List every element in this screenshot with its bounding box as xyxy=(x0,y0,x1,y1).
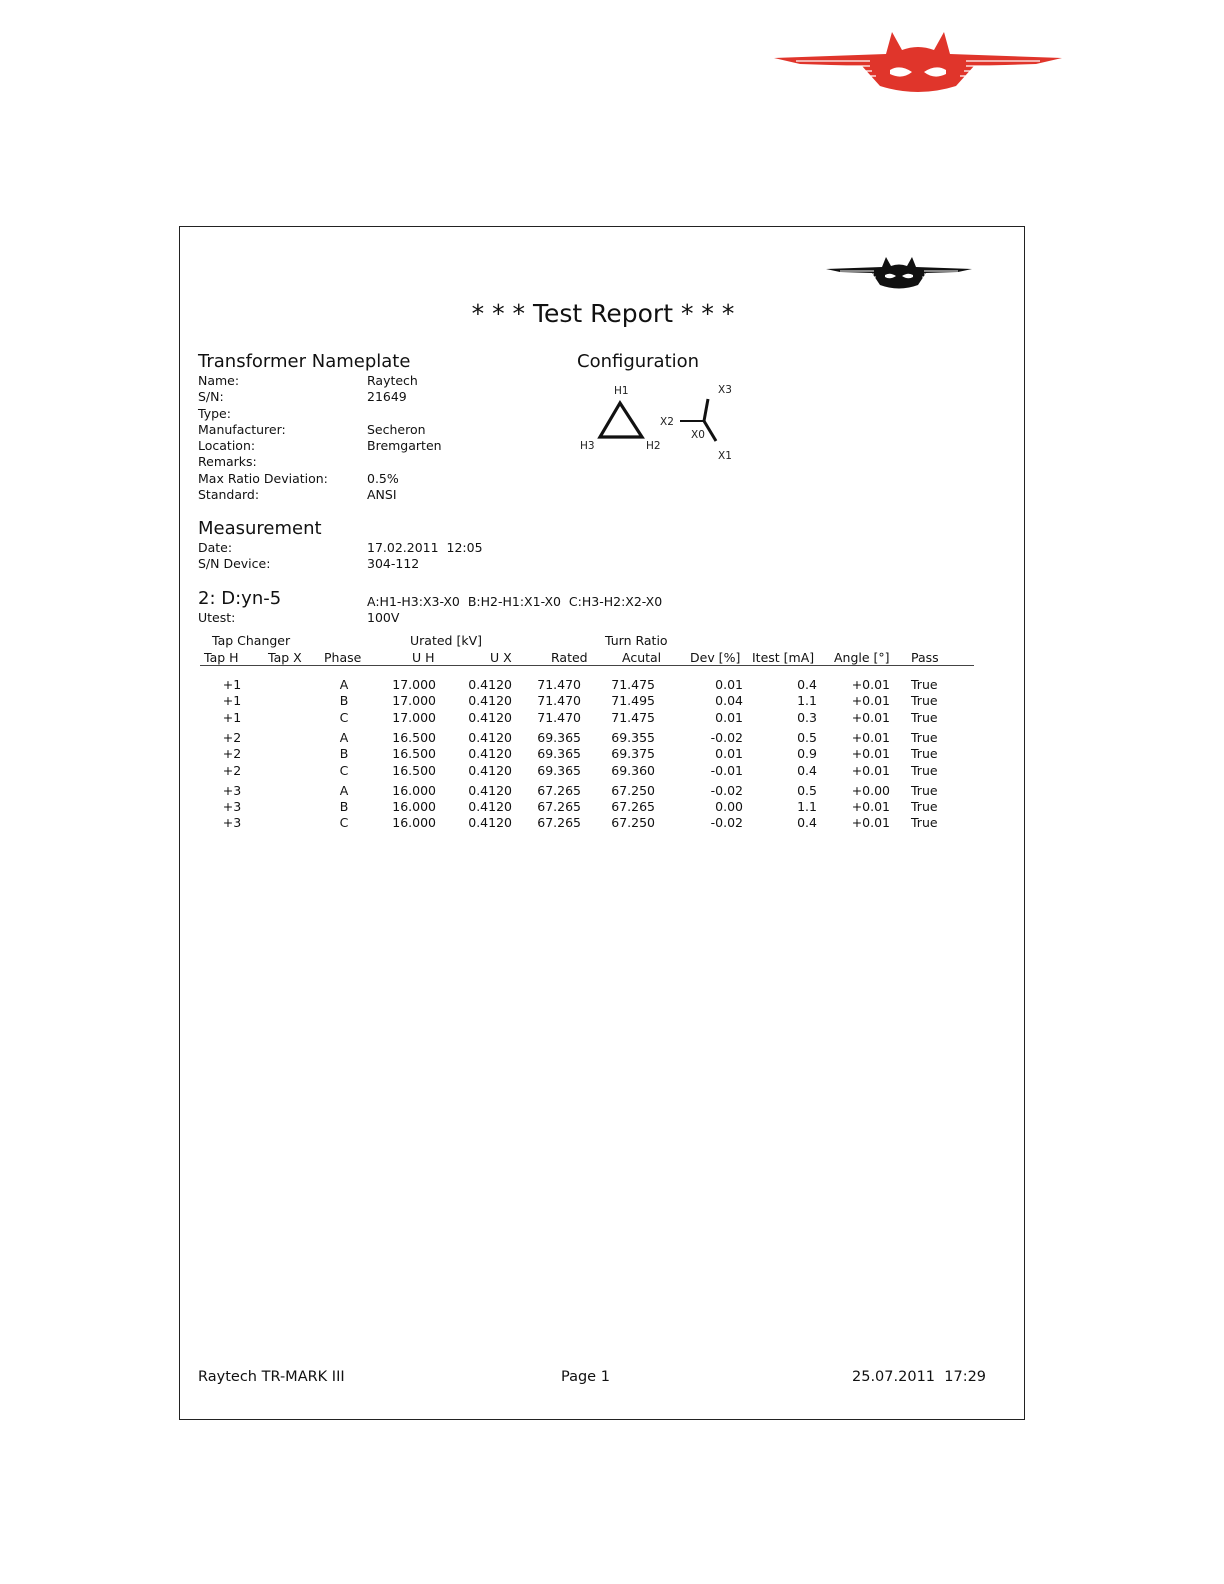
measurement-heading: Measurement xyxy=(198,518,322,539)
cell-dev: -0.01 xyxy=(710,762,743,778)
nameplate-label: Max Ratio Deviation: xyxy=(198,470,328,486)
report-title: * * * Test Report * * * xyxy=(471,299,735,328)
table-row xyxy=(200,799,974,815)
cell-phase: B xyxy=(339,746,349,762)
cell-angle: +0.01 xyxy=(851,709,890,725)
cell-actual: 67.250 xyxy=(611,815,655,831)
cell-phase: A xyxy=(339,729,349,745)
cell-ux: 0.4120 xyxy=(468,762,512,778)
delta-winding-symbol xyxy=(600,403,642,437)
cell-angle: +0.01 xyxy=(851,815,890,831)
cell-ux: 0.4120 xyxy=(468,729,512,745)
cell-angle: +0.01 xyxy=(851,746,890,762)
cell-dev: 0.00 xyxy=(715,799,743,815)
cell-tap-h: +2 xyxy=(222,729,242,745)
footer-page: Page 1 xyxy=(561,1369,610,1385)
wye-leg-x3 xyxy=(704,399,708,421)
nameplate-value: Bremgarten xyxy=(367,438,442,454)
cell-ux: 0.4120 xyxy=(468,799,512,815)
cell-phase: C xyxy=(339,709,349,725)
group-header-tap-changer: Tap Changer xyxy=(212,633,291,648)
wye-leg-x1 xyxy=(704,421,716,441)
cell-actual: 71.495 xyxy=(611,693,655,709)
cell-ux: 0.4120 xyxy=(468,782,512,798)
cell-pass: True xyxy=(911,799,938,815)
cell-ux: 0.4120 xyxy=(468,746,512,762)
nameplate-label: Remarks: xyxy=(198,454,257,470)
terminal-label-x3: X3 xyxy=(718,384,732,396)
col-header-actual: Acutal xyxy=(622,650,662,665)
table-row xyxy=(200,746,974,762)
cell-rated: 69.365 xyxy=(537,746,581,762)
cell-itest: 1.1 xyxy=(797,799,817,815)
header-divider xyxy=(200,665,974,666)
nameplate-row xyxy=(180,422,580,438)
table-row xyxy=(200,710,974,726)
measurement-value: 304-112 xyxy=(367,556,420,572)
cell-actual: 69.375 xyxy=(611,746,655,762)
cell-rated: 71.470 xyxy=(537,677,581,692)
cell-pass: True xyxy=(911,762,938,778)
cell-itest: 0.9 xyxy=(797,746,817,762)
winding-configuration-diagram xyxy=(578,375,738,467)
nameplate-label: Manufacturer: xyxy=(198,421,286,437)
cell-tap-h: +1 xyxy=(222,693,242,709)
measurement-row xyxy=(180,540,580,556)
col-header-rated: Rated xyxy=(551,650,588,665)
cell-angle: +0.01 xyxy=(851,729,890,745)
cell-ux: 0.4120 xyxy=(468,693,512,709)
nameplate-label: Location: xyxy=(198,438,256,454)
nameplate-label: S/N: xyxy=(198,389,224,405)
cell-uh: 16.000 xyxy=(392,799,436,815)
cell-actual: 71.475 xyxy=(611,677,655,692)
cell-pass: True xyxy=(911,815,938,831)
nameplate-label: Name: xyxy=(198,373,240,388)
cell-uh: 16.000 xyxy=(392,782,436,798)
cell-pass: True xyxy=(911,782,938,798)
cell-tap-h: +3 xyxy=(222,799,242,815)
nameplate-value: 0.5% xyxy=(367,470,399,486)
col-header-pass: Pass xyxy=(911,650,939,665)
cell-uh: 17.000 xyxy=(392,709,436,725)
table-row xyxy=(200,730,974,746)
nameplate-row xyxy=(180,487,580,503)
utest-label: Utest: xyxy=(198,610,236,625)
cell-itest: 1.1 xyxy=(797,693,817,709)
report-frame xyxy=(179,226,1025,1420)
cell-actual: 71.475 xyxy=(611,709,655,725)
nameplate-label: Standard: xyxy=(198,487,260,503)
cell-uh: 17.000 xyxy=(392,677,436,692)
cell-angle: +0.01 xyxy=(851,799,890,815)
nameplate-heading: Transformer Nameplate xyxy=(198,351,411,372)
cell-itest: 0.5 xyxy=(797,782,817,798)
group-header-turn-ratio: Turn Ratio xyxy=(605,633,668,648)
cell-actual: 67.265 xyxy=(611,799,655,815)
cell-pass: True xyxy=(911,746,938,762)
cell-uh: 16.000 xyxy=(392,815,436,831)
cell-angle: +0.01 xyxy=(851,762,890,778)
measurement-fields xyxy=(180,540,580,573)
cell-rated: 69.365 xyxy=(537,762,581,778)
cell-phase: B xyxy=(339,693,349,709)
cell-rated: 67.265 xyxy=(537,782,581,798)
cell-angle: +0.00 xyxy=(851,782,890,798)
cell-itest: 0.5 xyxy=(797,729,817,745)
cell-itest: 0.4 xyxy=(797,815,817,831)
cell-pass: True xyxy=(911,677,938,692)
cell-tap-h: +1 xyxy=(222,677,242,692)
raytech-logo-red xyxy=(774,28,1062,96)
configuration-heading: Configuration xyxy=(577,351,700,372)
table-row xyxy=(200,815,974,831)
cell-tap-h: +2 xyxy=(222,762,242,778)
nameplate-row xyxy=(180,373,580,389)
utest-value: 100V xyxy=(367,610,400,625)
cell-dev: -0.02 xyxy=(710,729,743,745)
terminal-label-h1: H1 xyxy=(614,385,629,397)
table-row xyxy=(200,693,974,709)
cell-tap-h: +2 xyxy=(222,746,242,762)
footer-datetime: 25.07.2011 17:29 xyxy=(852,1369,987,1385)
nameplate-label: Type: xyxy=(198,405,231,421)
measurement-label: S/N Device: xyxy=(198,556,271,572)
terminal-label-h3: H3 xyxy=(580,440,595,452)
nameplate-row xyxy=(180,406,580,422)
col-header-phase: Phase xyxy=(324,650,362,665)
cell-rated: 71.470 xyxy=(537,709,581,725)
measurement-value: 17.02.2011 12:05 xyxy=(367,540,483,555)
cell-pass: True xyxy=(911,709,938,725)
cell-actual: 69.355 xyxy=(611,729,655,745)
cell-phase: A xyxy=(339,782,349,798)
group-header-urated: Urated [kV] xyxy=(410,633,482,648)
terminal-label-x0: X0 xyxy=(691,429,705,441)
footer-device: Raytech TR-MARK III xyxy=(198,1369,345,1385)
cell-angle: +0.01 xyxy=(851,693,890,709)
col-header-dev: Dev [%] xyxy=(690,650,741,665)
cell-pass: True xyxy=(911,693,938,709)
nameplate-row xyxy=(180,454,580,470)
cell-pass: True xyxy=(911,729,938,745)
cell-itest: 0.4 xyxy=(797,677,817,692)
col-header-itest: Itest [mA] xyxy=(752,650,815,665)
cell-phase: A xyxy=(339,677,349,692)
cell-ux: 0.4120 xyxy=(468,709,512,725)
table-row xyxy=(200,763,974,779)
cell-angle: +0.01 xyxy=(851,677,890,692)
cell-rated: 67.265 xyxy=(537,799,581,815)
nameplate-fields xyxy=(180,373,580,503)
cell-tap-h: +1 xyxy=(222,709,242,725)
nameplate-row xyxy=(180,389,580,405)
cell-rated: 69.365 xyxy=(537,729,581,745)
nameplate-value: Secheron xyxy=(367,421,426,437)
col-header-uh: U H xyxy=(412,650,435,665)
cell-ux: 0.4120 xyxy=(468,677,512,692)
cell-rated: 67.265 xyxy=(537,815,581,831)
nameplate-row xyxy=(180,438,580,454)
measurement-label: Date: xyxy=(198,540,233,555)
cell-rated: 71.470 xyxy=(537,693,581,709)
nameplate-value: 21649 xyxy=(367,389,407,405)
measurement-row xyxy=(180,556,580,572)
raytech-logo-black xyxy=(826,255,972,291)
cell-dev: -0.02 xyxy=(710,815,743,831)
terminal-label-x2: X2 xyxy=(660,416,674,428)
cell-uh: 17.000 xyxy=(392,693,436,709)
col-header-angle: Angle [°] xyxy=(834,650,890,665)
nameplate-row xyxy=(180,471,580,487)
cell-itest: 0.4 xyxy=(797,762,817,778)
cell-uh: 16.500 xyxy=(392,746,436,762)
cell-ux: 0.4120 xyxy=(468,815,512,831)
col-header-ux: U X xyxy=(490,650,512,665)
cell-dev: 0.04 xyxy=(715,693,743,709)
cell-tap-h: +3 xyxy=(222,782,242,798)
col-header-tap-h: Tap H xyxy=(204,650,239,665)
cell-tap-h: +3 xyxy=(222,815,242,831)
cell-itest: 0.3 xyxy=(797,709,817,725)
cell-dev: 0.01 xyxy=(715,709,743,725)
terminal-label-x1: X1 xyxy=(718,450,732,462)
vector-group-heading: 2: D:yn-5 xyxy=(198,588,282,609)
table-row xyxy=(200,677,974,693)
nameplate-value: Raytech xyxy=(367,373,418,388)
cell-dev: 0.01 xyxy=(715,746,743,762)
phase-connections: A:H1-H3:X3-X0 B:H2-H1:X1-X0 C:H3-H2:X2-X0 xyxy=(367,594,663,609)
cell-dev: 0.01 xyxy=(715,677,743,692)
cell-uh: 16.500 xyxy=(392,762,436,778)
cell-phase: C xyxy=(339,815,349,831)
cell-actual: 67.250 xyxy=(611,782,655,798)
cell-phase: C xyxy=(339,762,349,778)
nameplate-value: ANSI xyxy=(367,487,397,503)
cell-phase: B xyxy=(339,799,349,815)
table-row xyxy=(200,783,974,799)
cell-dev: -0.02 xyxy=(710,782,743,798)
cell-actual: 69.360 xyxy=(611,762,655,778)
terminal-label-h2: H2 xyxy=(646,440,661,452)
col-header-tap-x: Tap X xyxy=(268,650,302,665)
cell-uh: 16.500 xyxy=(392,729,436,745)
